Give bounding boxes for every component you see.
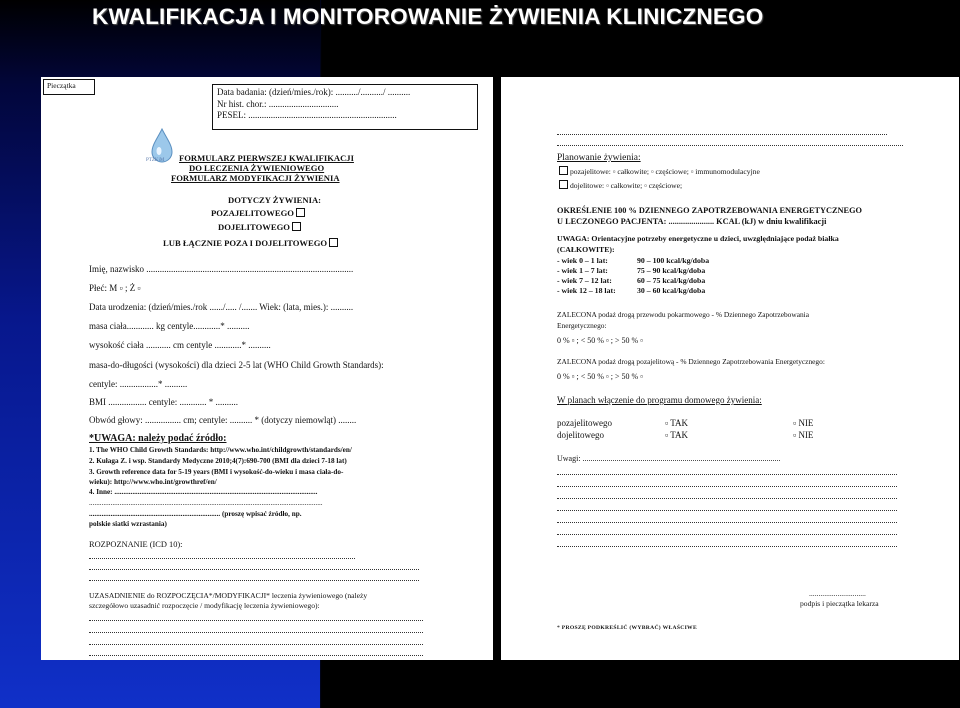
diagnosis-line-3 [89,580,419,581]
age-label-4: - wiek 12 – 18 lat: [557,286,616,295]
home-row-label-2: dojelitowego [557,430,604,440]
sex-field: Płeć: M ▫ ; Ż ▫ [89,283,141,293]
both-label: LUB ŁĄCZNIE POZA I DOJELITOWEGO [163,238,328,248]
centiles-field: centyle: .................* .......... [89,379,188,389]
remarks-line-6 [557,534,897,535]
home-yes-1[interactable]: ▫ TAK [665,418,689,428]
logo-text: PTŻKiM [146,158,165,163]
plan-parenteral [557,166,760,177]
plan-enteral [557,180,682,191]
head-circumference-field: Obwód głowy: ................ cm; centyle: .......... * (dotyczy niemowląt) ........ [89,415,357,425]
top-line-2 [557,145,903,146]
form-title-1: FORMULARZ PIERWSZEJ KWALIFIKACJI [179,153,354,163]
parenteral-checkbox[interactable] [296,208,305,217]
energy-title-2: U LECZONEGO PACJENTA: ...................... KCAL (kJ) w dniu kwalifikacji [557,217,827,226]
source-4: 4. Inne: ................................................................................................................. [89,488,318,496]
home-row-enteral [557,430,813,440]
diagnosis-label: ROZPOZNANIE (ICD 10): [89,540,183,549]
both-option [163,238,340,249]
age-label-1: - wiek 0 – 1 lat: [557,256,608,265]
age-range-2: 75 – 90 kcal/kg/doba [637,266,706,275]
name-field: Imię, nazwisko ............................................................................................ [89,264,354,274]
home-row-label-1: pozajelitowego [557,418,612,428]
age-range-4: 30 – 60 kcal/kg/doba [637,286,706,295]
form-title-3: FORMULARZ MODYFIKACJI ŻYWIENIA [171,173,340,183]
remarks-line-3 [557,498,897,499]
age-label-3: - wiek 7 – 12 lat: [557,276,612,285]
age-row-3 [557,277,705,286]
source-2: 2. Kułaga Z. i wsp. Standardy Medyczne 2010;4(7):690-700 (BMI dla dzieci 7-18 lat) [89,457,347,465]
source-specify-2: polskie siatki wzrastania) [89,520,167,528]
mass-length-field: masa-do-długości (wysokości) dla dzieci 2-5 lat (WHO Child Growth Standards): [89,360,384,370]
form-page-right [501,77,959,660]
home-row-parenteral [557,418,813,428]
energy-title-1: OKREŚLENIE 100 % DZIENNEGO ZAPOTRZEBOWANIA ENERGETYCZNEGO [557,206,862,215]
parenteral-option [211,208,307,219]
source-3b: wieku): http://www.who.int/growthref/en/ [89,478,217,486]
weight-field: masa ciała............ kg centyle............* .......... [89,321,250,331]
oral-options[interactable]: 0 % ▫ ; < 50 % ▫ ; > 50 % ▫ [557,336,643,345]
stamp-label: Pieczątka [47,81,76,90]
plan-enteral-checkbox[interactable] [559,180,568,189]
remarks-line-5 [557,522,897,523]
justification-label-1: UZASADNIENIE do ROZPOCZĘCIA*/MODYFIKACJI* leczenia żywieniowego (należy [89,591,368,600]
home-no-2[interactable]: ▫ NIE [793,430,814,440]
plan-parenteral-checkbox[interactable] [559,166,568,175]
parenteral-recommended-options[interactable]: 0 % ▫ ; < 50 % ▫ ; > 50 % ▫ [557,372,643,381]
hist-number-field: Nr hist. chor.: ............................... [217,98,339,109]
home-program-title: W planach włączenie do programu domowego żywienia: [557,395,762,405]
remarks-line-2 [557,486,897,487]
home-yes-2[interactable]: ▫ TAK [665,430,689,440]
plan-parenteral-text: pozajelitowe: ▫ całkowite; ▫ częściowe; ▫ immunomodulacyjne [570,167,760,176]
signature-label: podpis i pieczątka lekarza [800,599,879,608]
age-range-3: 60 – 75 kcal/kg/doba [637,276,706,285]
enteral-label: DOJELITOWEGO [218,222,290,232]
diagnosis-line-1 [89,558,355,559]
parenteral-label: POZAJELITOWEGO [211,208,294,218]
age-row-1 [557,257,709,266]
footnote: * PROSZĘ PODKREŚLIĆ (WYBRAĆ) WŁAŚCIWE [557,625,697,631]
age-label-2: - wiek 1 – 7 lat: [557,266,608,275]
parenteral-recommended-label: ZALECONA podaż drogą pozajelitową - % Dziennego Zapotrzebowania Energetycznego: [557,357,825,366]
exam-date-field: Data badania: (dzień/mies./rok): ........../........../ .......... [217,87,411,97]
age-range-1: 90 – 100 kcal/kg/doba [637,256,710,265]
justification-line-1 [89,620,423,621]
home-no-1[interactable]: ▫ NIE [793,418,814,428]
oral-label-1: ZALECONA podaż drogą przewodu pokarmowego - % Dziennego Zapotrzebowania [557,310,810,319]
top-line-1 [557,134,887,135]
justification-line-3 [89,644,423,645]
energy-note-2: (CAŁKOWITE): [557,245,615,254]
oral-label-2: Energetycznego: [557,321,607,330]
exam-info-box [212,84,478,130]
both-checkbox[interactable] [329,238,338,247]
remarks-line-7 [557,546,897,547]
age-row-4 [557,287,705,296]
remarks-line-4 [557,510,897,511]
justification-label-2: szczegółowo uzasadnić rozpoczęcie / modyfikację leczenia żywieniowego): [89,601,320,610]
height-field: wysokość ciała ........... cm centyle ............* .......... [89,340,271,350]
planning-title: Planowanie żywienia: [557,153,641,163]
justification-line-2 [89,632,423,633]
justification-line-4 [89,655,423,656]
enteral-option [218,222,303,233]
form-title-2: DO LECZENIA ŻYWIENIOWEGO [189,163,325,173]
remarks-line-1 [557,474,897,475]
slide-title: KWALIFIKACJA I MONITOROWANIE ŻYWIENIA KLINICZNEGO [92,4,764,29]
enteral-checkbox[interactable] [292,222,301,231]
note-title: *UWAGA: należy podać źródło: [89,433,227,444]
energy-note-1: UWAGA: Orientacyjne potrzeby energetyczne u dzieci, uwzględniające podaż białka [557,234,839,243]
source-specify: ......................................................................... (proszę wpisać źródło, np. [89,510,302,518]
concerns-label: DOTYCZY ŻYWIENIA: [228,195,322,205]
form-page-left [41,77,493,660]
source-3a: 3. Growth reference data for 5-19 years (BMI i wysokość-do-wieku i masa ciała-do- [89,468,344,476]
birth-field: Data urodzenia: (dzień/mies./rok ....../..... /....... Wiek: (lata, mies.): .......... [89,302,354,312]
diagnosis-line-2 [89,569,419,570]
signature-dots: .............................. [809,589,866,598]
remarks-label: Uwagi: ................................................................................................... [557,454,781,463]
plan-enteral-text: dojelitowe: ▫ całkowite; ▫ częściowe; [570,181,683,190]
pesel-field: PESEL: .................................................................. [217,110,397,121]
stamp-box [43,79,95,95]
source-1: 1. The WHO Child Growth Standards: http://www.who.int/childgrowth/standards/en/ [89,446,352,454]
source-dots: .................................................................................................................................. [89,499,323,507]
bmi-field: BMI ................. centyle: ............ * .......... [89,397,238,407]
age-row-2 [557,267,705,276]
